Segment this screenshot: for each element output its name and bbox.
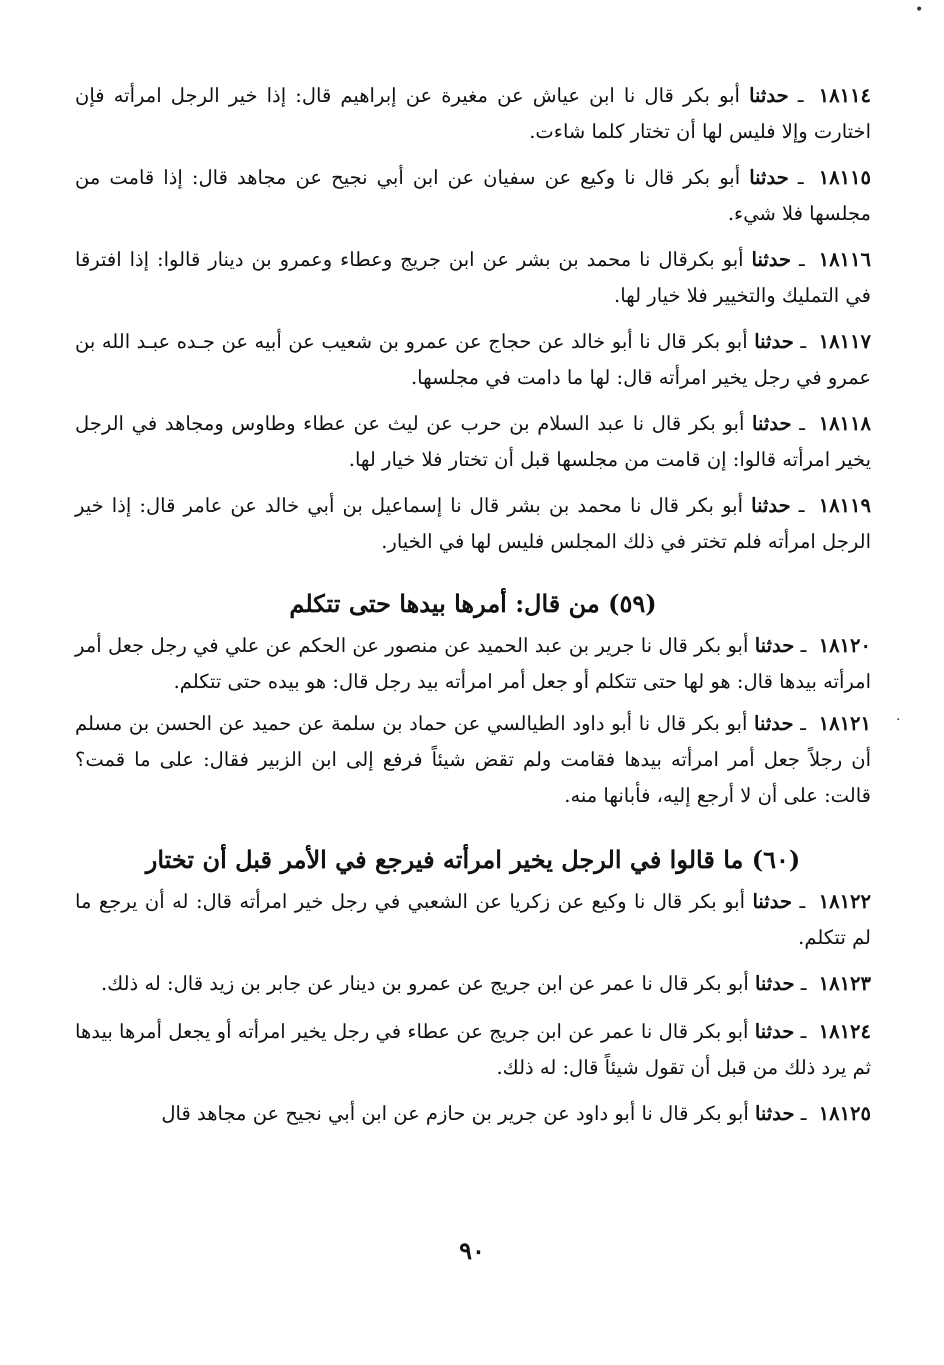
haddathana-word: حدثنا	[751, 248, 792, 271]
hadith-18117: ١٨١١٧ ـ حدثنا أبو بكر قال نا أبو خالد عن حجاج عن عمرو بن شعيب عن أبيه عن جـده عبـد الله بن عمرو في رجل يخير امرأته قال: لها ما دامت في مجلسها.	[75, 330, 871, 389]
hadith-18118: ١٨١١٨ ـ حدثنا أبو بكر قال نا عبد السلام بن حرب عن ليث عن عطاء وطاوس ومجاهد في الرجل يخير امرأته قالوا: إن قامت من مجلسها قبل أن تختار فلا خيار لها.	[75, 412, 871, 471]
hadith-number: ١٨١١٨	[818, 412, 871, 435]
hadith-text: أبو بكر قال نا وكيع عن سفيان عن ابن أبي نجيح عن مجاهد قال: إذا قامت من مجلسها فلا شيء.	[75, 166, 871, 225]
hadith-18121: ١٨١٢١ ـ حدثنا أبو بكر قال نا أبو داود الطيالسي عن حماد بن سلمة عن حميد عن الحسن بن مسلم أن رجلاً جعل أمر امرأته بيدها فقامت ولم تقض شيئاً فرفع إلى ابن الزبير فقال: على ما قمت؟ قالت: على أن لا أرجع إليه، فأبانها منه.	[75, 712, 871, 807]
hadith-text: أبو بكر قال نا أبو داود عن جرير بن حازم عن ابن أبي نجيح عن مجاهد قال	[161, 1102, 749, 1125]
hadith-18114: ١٨١١٤ ـ حدثنا أبو بكر قال نا ابن عياش عن مغيرة عن إبراهيم قال: إذا خير الرجل امرأته فإن اختارت وإلا فليس لها أن تختار كلما شاءت.	[75, 84, 871, 143]
hadith-text: أبو بكر قال نا جرير بن عبد الحميد عن منصور عن الحكم عن علي في رجل جعل أمر امرأته بيدها قال: هو لها حتى تتكلم أو جعل أمر امرأته بيد رجل قال: هو بيده حتى تتكلم.	[75, 634, 871, 693]
hadith-number: ١٨١١٥	[818, 166, 871, 189]
hadith-text: أبو بكر قال نا وكيع عن زكريا عن الشعبي في رجل خير امرأته قال: له أن يرجع ما لم تتكلم.	[75, 890, 871, 949]
hadith-number: ١٨١٢١	[818, 712, 871, 735]
haddathana-word: حدثنا	[754, 1020, 795, 1043]
hadith-text: أبو بكر قال نا محمد بن بشر قال نا إسماعيل بن أبي خالد عن عامر قال: إذا خير الرجل امرأته فلم تختر في ذلك المجلس فليس لها في الخيار.	[75, 494, 871, 553]
haddathana-word: حدثنا	[751, 494, 791, 517]
page-number: ٩٠	[459, 1236, 485, 1265]
hadith-text: أبو بكر قال نا أبو خالد عن حجاج عن عمرو بن شعيب عن أبيه عن جـده عبـد الله بن عمرو في رجل يخير امرأته قال: لها ما دامت في مجلسها.	[75, 330, 871, 389]
hadith-number: ١٨١١٧	[818, 330, 871, 353]
haddathana-word: حدثنا	[754, 972, 795, 995]
section-heading-59: (٥٩) من قال: أمرها بيدها حتى تتكلم	[289, 589, 657, 618]
hadith-18120: ١٨١٢٠ ـ حدثنا أبو بكر قال نا جرير بن عبد الحميد عن منصور عن الحكم عن علي في رجل جعل أمر امرأته بيدها قال: هو لها حتى تتكلم أو جعل أمر امرأته بيد رجل قال: هو بيده حتى تتكلم.	[75, 634, 871, 693]
hadith-18123: ١٨١٢٣ ـ حدثنا أبو بكر قال نا عمر عن ابن جريج عن عمرو بن دينار عن جابر بن زيد قال: له ذلك.	[100, 972, 871, 995]
section-heading-60: (٦٠) ما قالوا في الرجل يخير امرأته فيرجع في الأمر قبل أن تختار	[145, 845, 801, 874]
hadith-number: ١٨١١٩	[818, 494, 871, 517]
hadith-number: ١٨١٢٠	[818, 634, 871, 657]
haddathana-word: حدثنا	[754, 1102, 795, 1125]
haddathana-word: حدثنا	[749, 84, 789, 107]
hadith-text: أبو بكر قال نا ابن عياش عن مغيرة عن إبراهيم قال: إذا خير الرجل امرأته فإن اختارت وإلا فليس لها أن تختار كلما شاءت.	[75, 84, 871, 143]
hadith-number: ١٨١٢٣	[818, 972, 871, 995]
haddathana-word: حدثنا	[752, 890, 792, 913]
hadith-number: ١٨١٢٥	[818, 1102, 871, 1125]
haddathana-word: حدثنا	[754, 634, 795, 657]
hadith-number: ١٨١٢٤	[818, 1020, 871, 1043]
margin-dot: ·	[896, 712, 901, 728]
haddathana-word: حدثنا	[752, 412, 792, 435]
hadith-18119: ١٨١١٩ ـ حدثنا أبو بكر قال نا محمد بن بشر قال نا إسماعيل بن أبي خالد عن عامر قال: إذا خير الرجل امرأته فلم تختر في ذلك المجلس فليس لها في الخيار.	[75, 494, 871, 553]
hadith-text: أبو بكر قال نا عمر عن ابن جريج عن عطاء في رجل يخير امرأته أو يجعل أمرها بيدها ثم يرد ذلك من قبل أن تقول شيئاً قال: له ذلك.	[75, 1020, 871, 1079]
hadith-number: ١٨١٢٢	[818, 890, 871, 913]
hadith-text: أبو بكر قال نا أبو داود الطيالسي عن حماد بن سلمة عن حميد عن الحسن بن مسلم أن رجلاً جعل أمر امرأته بيدها فقامت ولم تقض شيئاً فرفع إلى ابن الزبير فقال: على ما قمت؟ قالت: على أن لا أرجع إليه، فأبانها منه.	[75, 712, 871, 807]
hadith-18116: ١٨١١٦ ـ حدثنا أبو بكرقال نا محمد بن بشر عن ابن جريج وعطاء وعمرو بن دينار قالوا: إذا افترقا في التمليك والتخيير فلا خيار لها.	[75, 248, 871, 307]
hadith-text: أبو بكر قال نا عمر عن ابن جريج عن عمرو بن دينار عن جابر بن زيد قال: له ذلك.	[100, 972, 749, 995]
margin-mark: •	[915, 2, 924, 18]
hadith-text: أبو بكر قال نا عبد السلام بن حرب عن ليث عن عطاء وطاوس ومجاهد في الرجل يخير امرأته قالوا: إن قامت من مجلسها قبل أن تختار فلا خيار لها.	[75, 412, 871, 471]
hadith-number: ١٨١١٤	[818, 84, 871, 107]
hadith-18125: ١٨١٢٥ ـ حدثنا أبو بكر قال نا أبو داود عن جرير بن حازم عن ابن أبي نجيح عن مجاهد قال	[161, 1102, 871, 1125]
hadith-18115: ١٨١١٥ ـ حدثنا أبو بكر قال نا وكيع عن سفيان عن ابن أبي نجيح عن مجاهد قال: إذا قامت من مجلسها فلا شيء.	[75, 166, 871, 225]
hadith-text: أبو بكرقال نا محمد بن بشر عن ابن جريج وعطاء وعمرو بن دينار قالوا: إذا افترقا في التمليك والتخيير فلا خيار لها.	[75, 248, 871, 307]
page-body	[75, 78, 871, 1132]
hadith-number: ١٨١١٦	[818, 248, 871, 271]
hadith-18122: ١٨١٢٢ ـ حدثنا أبو بكر قال نا وكيع عن زكريا عن الشعبي في رجل خير امرأته قال: له أن يرجع ما لم تتكلم.	[75, 890, 871, 949]
haddathana-word: حدثنا	[754, 330, 794, 353]
haddathana-word: حدثنا	[749, 166, 789, 189]
haddathana-word: حدثنا	[754, 712, 794, 735]
hadith-18124: ١٨١٢٤ ـ حدثنا أبو بكر قال نا عمر عن ابن جريج عن عطاء في رجل يخير امرأته أو يجعل أمرها بيدها ثم يرد ذلك من قبل أن تقول شيئاً قال: له ذلك.	[75, 1020, 871, 1079]
